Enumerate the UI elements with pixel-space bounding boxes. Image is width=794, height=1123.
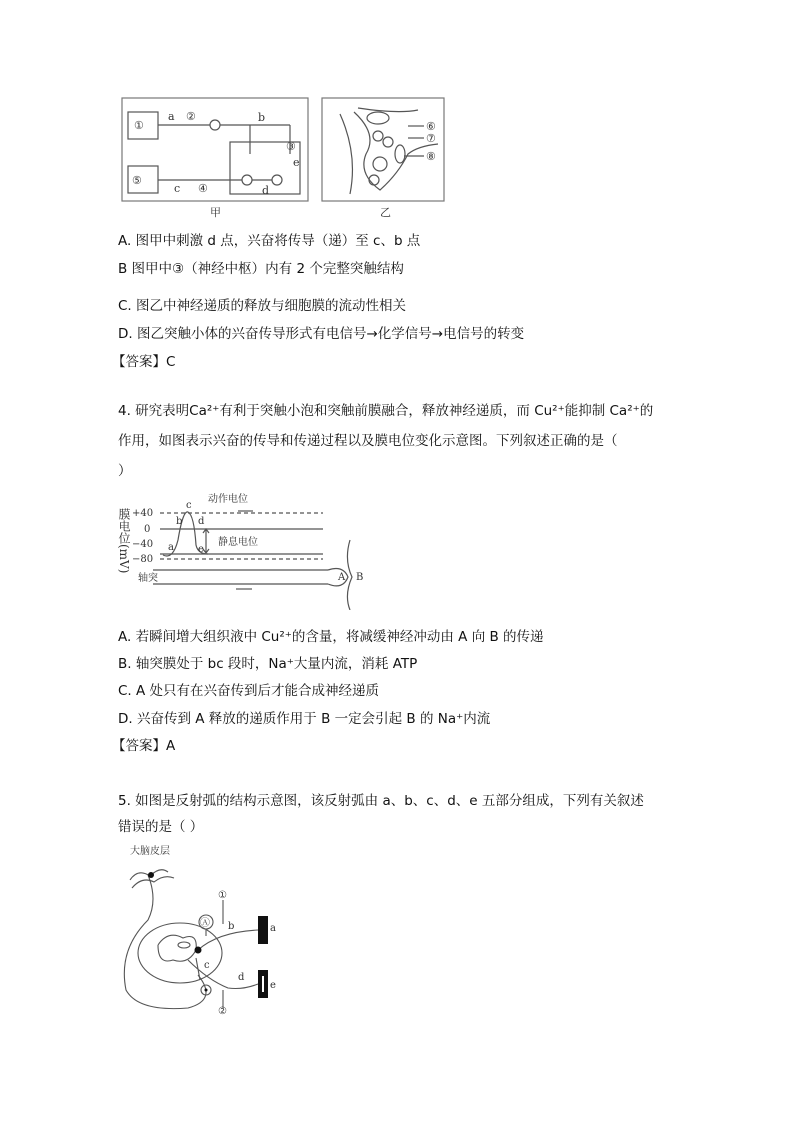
label: ⑦ bbox=[426, 132, 436, 145]
q3-option-c: C. 图乙中神经递质的释放与细胞膜的流动性相关 bbox=[118, 298, 407, 314]
label: ② bbox=[218, 1006, 227, 1015]
q4-stem-line2: 作用，如图表示兴奋的传导和传递过程以及膜电位变化示意图。下列叙述正确的是（ bbox=[118, 433, 618, 449]
tick: −80 bbox=[132, 554, 154, 565]
tick: −40 bbox=[132, 539, 154, 550]
cortex-label: 大脑皮层 bbox=[130, 846, 170, 857]
q4-option-c: C. A 处只有在兴奋传到后才能合成神经递质 bbox=[118, 683, 380, 699]
q4-option-a: A. 若瞬间增大组织液中 Cu²⁺的含量，将减缓神经冲动由 A 向 B 的传递 bbox=[118, 629, 544, 645]
label: c bbox=[174, 182, 181, 195]
q3-option-b: B 图甲中③（神经中枢）内有 2 个完整突触结构 bbox=[118, 261, 404, 277]
q5-reflex-arc-figure bbox=[118, 840, 288, 1015]
q4-option-d: D. 兴奋传到 A 释放的递质作用于 B 一定会引起 B 的 Na⁺内流 bbox=[118, 711, 491, 727]
q3-option-a: A. 图甲中刺激 d 点，兴奋将传导（递）至 c、b 点 bbox=[118, 233, 421, 249]
B-label: B bbox=[356, 572, 364, 583]
label: ③ bbox=[286, 140, 296, 153]
point-label: c bbox=[186, 500, 192, 511]
q4-option-b: B. 轴突膜处于 bc 段时，Na⁺大量内流，消耗 ATP bbox=[118, 656, 418, 672]
tick: 0 bbox=[144, 524, 151, 535]
A-label: A bbox=[338, 572, 346, 583]
point-label: e bbox=[198, 544, 204, 555]
point-label: b bbox=[176, 516, 183, 527]
label: ④ bbox=[198, 182, 208, 195]
label: a bbox=[168, 110, 175, 123]
q3-option-d: D. 图乙突触小体的兴奋传导形式有电信号→化学信号→电信号的转变 bbox=[118, 326, 525, 342]
q4-answer: 【答案】A bbox=[112, 738, 176, 754]
label: e bbox=[270, 980, 276, 991]
q4-stem-line1: 4. 研究表明Ca²⁺有利于突触小泡和突触前膜融合，释放神经递质，而 Cu²⁺能抑制 Ca²⁺的 bbox=[118, 403, 654, 419]
label: d bbox=[238, 972, 245, 983]
point-label: a bbox=[168, 542, 174, 553]
label: d bbox=[262, 184, 270, 197]
y-axis-label: 膜电位(mV) bbox=[117, 508, 131, 574]
action-potential-label: 动作电位 bbox=[208, 494, 248, 505]
label: ⑥ bbox=[426, 120, 436, 133]
label: ① bbox=[134, 119, 144, 132]
caption: 甲 bbox=[210, 206, 221, 219]
q4-stem-line3: ） bbox=[118, 463, 132, 479]
label: b bbox=[228, 921, 235, 932]
resting-potential-label: 静息电位 bbox=[218, 537, 258, 548]
q3-figure bbox=[118, 94, 448, 220]
label: c bbox=[204, 960, 210, 971]
q5-stem-line1: 5. 如图是反射弧的结构示意图，该反射弧由 a、b、c、d、e 五部分组成，下列有关叙述 bbox=[118, 793, 644, 809]
axon-label: 轴突 bbox=[138, 573, 158, 584]
label: ② bbox=[186, 110, 196, 123]
label: b bbox=[258, 111, 266, 124]
label: ⑧ bbox=[426, 150, 436, 163]
caption: 乙 bbox=[380, 206, 391, 219]
label: a bbox=[270, 923, 276, 934]
point-label: d bbox=[198, 516, 205, 527]
label: ⑤ bbox=[132, 174, 142, 187]
label: e bbox=[293, 156, 300, 169]
q5-stem-line2: 错误的是（ ） bbox=[118, 819, 204, 835]
tick: +40 bbox=[132, 508, 154, 519]
label: Ⓐ bbox=[200, 918, 210, 929]
q4-membrane-potential-figure bbox=[118, 490, 368, 610]
label: ① bbox=[218, 890, 227, 901]
q3-answer: 【答案】C bbox=[112, 354, 176, 370]
